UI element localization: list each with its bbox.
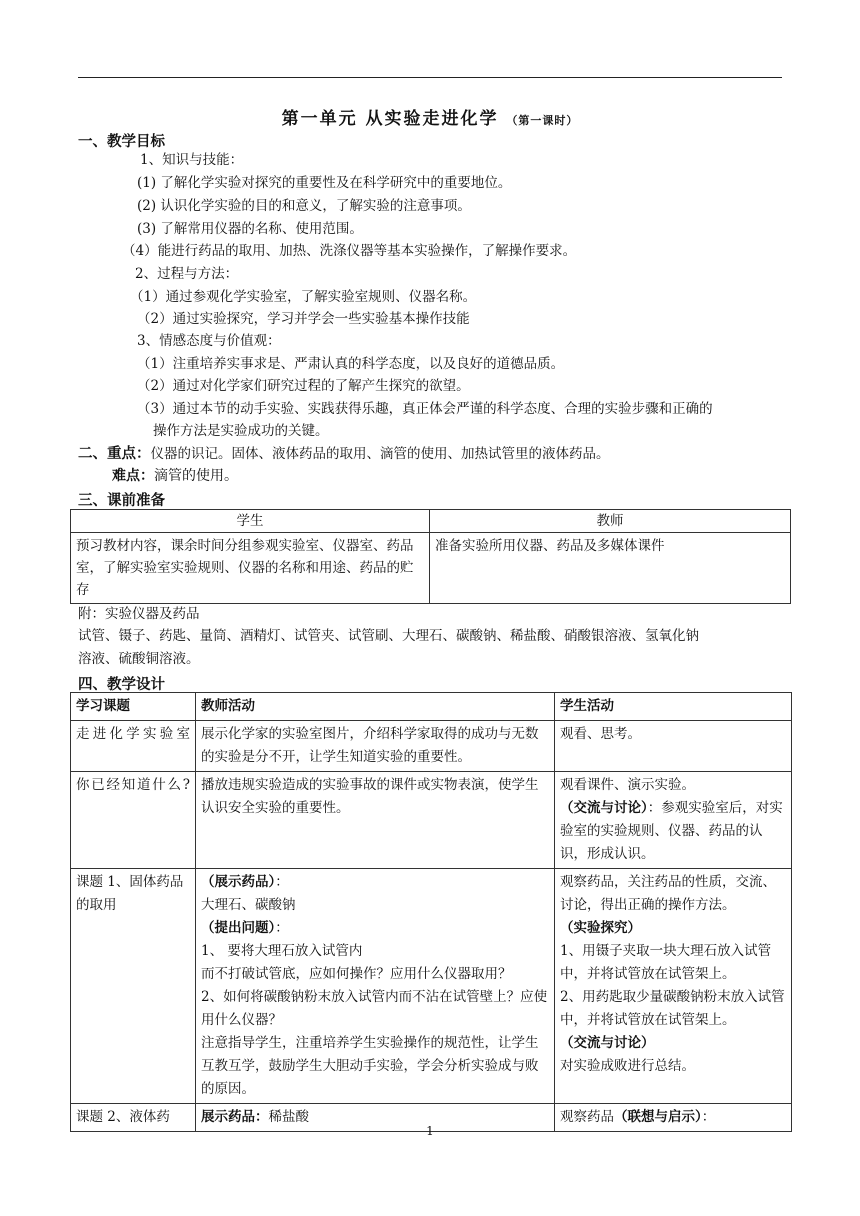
teacher-text: 稀盐酸: [268, 1109, 309, 1125]
prep-header-teacher: 教师: [430, 510, 791, 533]
objective-line: (2) 认识化学实验的目的和意义，了解实验的注意事项。: [137, 198, 471, 214]
student-text: 2、用药匙取少量碳酸钠粉末放入试管中，并将试管放在试管架上。: [560, 989, 785, 1028]
student-text-post: ：参观实验室后，对实验室的实验规则、仪器、药品的认识，形成认识。: [560, 800, 783, 862]
teacher-bold: （展示药品）: [201, 874, 276, 890]
teacher-colon: ：: [275, 920, 289, 936]
table-row: [71, 869, 792, 1104]
student-bold: （交流与讨论）: [560, 800, 648, 816]
objective-line: 3、情感态度与价值观：: [137, 333, 281, 349]
topic-cell: 课题 1、固体药品的取用: [71, 869, 196, 1104]
appendix-title: 附：实验仪器及药品: [78, 606, 200, 622]
table-row: [71, 772, 792, 869]
student-bold: （交流与讨论）: [560, 1035, 655, 1051]
student-text: 观察药品，关注药品的性质，交流、讨论，得出正确的操作方法。: [560, 874, 776, 913]
student-cell: [555, 869, 792, 1104]
objective-line: (1) 了解化学实验对探究的重要性及在科学研究中的重要地位。: [137, 175, 512, 191]
prep-table: [70, 509, 791, 604]
difficulty: [112, 466, 238, 486]
difficulty-text: 滴管的使用。: [154, 468, 238, 484]
design-header-topic: 学习课题: [71, 693, 196, 721]
teacher-text: 大理石、碳酸钠: [201, 897, 296, 913]
objective-line: 1、知识与技能：: [140, 152, 244, 168]
document-title: [0, 104, 860, 129]
teacher-cell: 播放违规实验造成的实验事故的课件或实物表演，使学生认识安全实验的重要性。: [196, 772, 555, 869]
student-bold: （联想与启示）: [614, 1109, 702, 1125]
objective-line: （2）通过实验探究，学习并学会一些实验基本操作技能: [137, 311, 470, 327]
prep-student-cell: 预习教材内容，课余时间分组参观实验室、仪器室、药品室，了解实验室实验规则、仪器的名称和用途、药品的贮存: [71, 533, 430, 604]
student-text: 对实验成败进行总结。: [560, 1058, 695, 1074]
objective-line: （1）通过参观化学实验室，了解实验室规则、仪器名称。: [130, 289, 477, 305]
student-text: 1、用镊子夹取一块大理石放入试管中，并将试管放在试管架上。: [560, 943, 772, 982]
student-cell: [555, 772, 792, 869]
teacher-text: 1、 要将大理石放入试管内: [201, 943, 363, 959]
objective-line: （2）通过对化学家们研究过程的了解产生探究的欲望。: [137, 378, 470, 394]
objective-line: 2、过程与方法：: [135, 266, 239, 282]
objective-line: （1）注重培养实事求是、严肃认真的科学态度，以及良好的道德品质。: [137, 356, 565, 372]
teacher-colon: ：: [275, 874, 289, 890]
teacher-text: 2、如何将碳酸钠粉末放入试管内而不沾在试管壁上？应使用什么仪器？: [201, 989, 548, 1028]
key-points-text: 仪器的识记。固体、液体药品的取用、滴管的使用、加热试管里的液体药品。: [150, 446, 610, 462]
student-text: [560, 797, 786, 866]
appendix-line: 试管、镊子、药匙、量筒、酒精灯、试管夹、试管刷、大理石、碳酸钠、稀盐酸、硝酸银溶液、氢氧化钠: [78, 628, 699, 644]
teacher-cell: 展示化学家的实验室图片，介绍科学家取得的成功与无数的实验是分不开，让学生知道实验的重要性。: [196, 721, 555, 772]
objective-line: (3) 了解常用仪器的名称、使用范围。: [137, 221, 363, 237]
title-subtitle: （第一课时）: [506, 114, 579, 127]
key-points-heading: 二、重点：: [78, 446, 151, 462]
student-text: 观察药品: [560, 1109, 614, 1125]
section1-heading: 一、教学目标: [78, 134, 165, 150]
prep-teacher-cell: 准备实验所用仪器、药品及多媒体课件: [430, 533, 791, 604]
topic-cell: 你已经知道什么?: [71, 772, 196, 869]
student-text: 观看课件、演示实验。: [560, 777, 695, 793]
topic-cell: 走进化学实验室: [71, 721, 196, 772]
page-number: 1: [426, 1124, 434, 1138]
teacher-bold: 展示药品：: [201, 1109, 269, 1125]
objective-line: 操作方法是实验成功的关键。: [153, 423, 329, 439]
student-cell: 观看、思考。: [555, 721, 792, 772]
header-rule: [78, 77, 782, 78]
design-header-teacher: 教师活动: [196, 693, 555, 721]
teacher-cell: [196, 869, 555, 1104]
section3-heading: 三、课前准备: [78, 493, 165, 509]
teacher-text: 注意指导学生，注重培养学生实验操作的规范性，让学生互教互学，鼓励学生大胆动手实验，学会分析实验成与败的原因。: [201, 1035, 539, 1097]
difficulty-label: 难点：: [112, 468, 154, 484]
topic-cell: 课题 2、液体药: [71, 1104, 196, 1132]
section4-heading: 四、教学设计: [78, 677, 165, 693]
prep-header-student: 学生: [71, 510, 430, 533]
title-text: 第一单元 从实验走进化学: [281, 109, 499, 129]
key-points: [78, 444, 610, 464]
teacher-bold: （提出问题）: [201, 920, 276, 936]
teacher-text: 而不打破试管底，应如何操作？应用什么仪器取用？: [201, 966, 512, 982]
student-colon: ：: [701, 1109, 716, 1125]
student-bold: （实验探究）: [560, 920, 641, 936]
design-table: [70, 692, 792, 1132]
design-header-student: 学生活动: [555, 693, 792, 721]
appendix-line: 溶液、硫酸铜溶液。: [78, 651, 200, 667]
objective-line: （4）能进行药品的取用、加热、洗涤仪器等基本实验操作，了解操作要求。: [122, 243, 577, 259]
table-row: [71, 721, 792, 772]
objective-line: （3）通过本节的动手实验、实践获得乐趣，真正体会严谨的科学态度、合理的实验步骤和正确的: [137, 401, 713, 417]
